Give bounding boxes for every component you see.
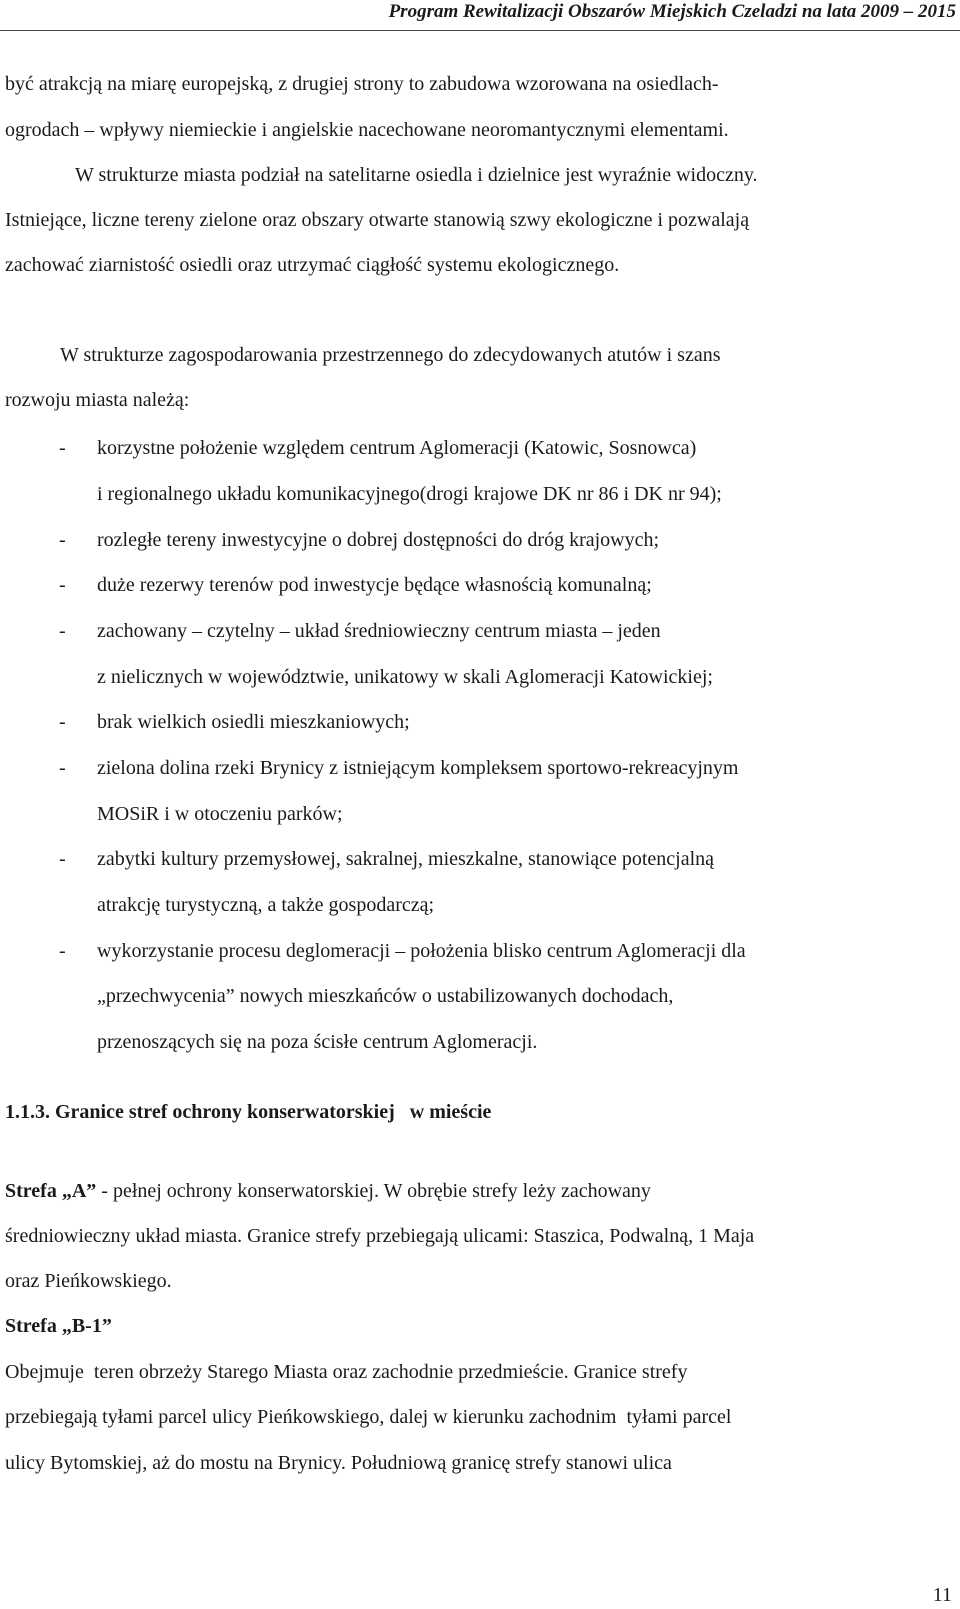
para1-line-2 — [5, 118, 955, 142]
strefa-a-line-3: oraz Pieńkowskiego. — [5, 1270, 172, 1292]
bullet-dash: - — [59, 437, 66, 459]
bullet-8-line-2: „przechwycenia” nowych mieszkańców o ustabilizowanych dochodach, — [97, 985, 674, 1007]
strefa-a-label: Strefa „A” — [5, 1180, 97, 1202]
strefa-a-text: - pełnej ochrony konserwatorskiej. W obrębie strefy leży zachowany — [96, 1180, 651, 1202]
bullet-dash: - — [59, 711, 66, 733]
bullet-dash: - — [59, 940, 66, 962]
strefa-b1-line-1: Obejmuje teren obrzeży Starego Miasta oraz zachodnie przedmieście. Granice strefy — [5, 1361, 688, 1383]
strefa-b1-line-3: ulicy Bytomskiej, aż do mostu na Brynicy. Południową granicę strefy stanowi ulica — [5, 1452, 672, 1474]
bullet-4-line-2: z nielicznych w województwie, unikatowy w skali Aglomeracji Katowickiej; — [97, 666, 713, 688]
bullet-7-line-2: atrakcję turystyczną, a także gospodarczą; — [97, 894, 435, 916]
bullet-6-line-1: zielona dolina rzeki Brynicy z istniejącym kompleksem sportowo-rekreacyjnym — [97, 757, 739, 779]
bullet-dash: - — [59, 757, 66, 779]
para2-line-1 — [60, 343, 955, 367]
strefa-b1-line-2: przebiegają tyłami parcel ulicy Pieńkowskiego, dalej w kierunku zachodnim tyłami parcel — [5, 1406, 732, 1428]
strefa-b1-label: Strefa „B-1” — [5, 1315, 112, 1337]
section-heading: 1.1.3. Granice stref ochrony konserwatorskiej w mieście — [5, 1101, 492, 1123]
bullet-dash: - — [59, 529, 66, 551]
bullet-3-line-1: duże rezerwy terenów pod inwestycje będące własnością komunalną; — [97, 574, 652, 596]
bullet-8-line-1: wykorzystanie procesu deglomeracji – położenia blisko centrum Aglomeracji dla — [97, 940, 746, 962]
para2-line-2: rozwoju miasta należą: — [5, 389, 190, 411]
bullet-dash: - — [59, 574, 66, 596]
strefa-a-line-2: średniowieczny układ miasta. Granice strefy przebiegają ulicami: Staszica, Podwalną, 1 Maja — [5, 1225, 755, 1247]
para1-text-2: ogrodach – wpływy niemieckie i angielskie nacechowane neoromantycznymi elementami. — [5, 119, 729, 141]
bullet-1-line-2: i regionalnego układu komunikacyjnego(drogi krajowe DK nr 86 i DK nr 94); — [97, 483, 722, 505]
bullet-2-line-1: rozległe tereny inwestycyjne o dobrej dostępności do dróg krajowych; — [97, 529, 660, 551]
bullet-4-line-1: zachowany – czytelny – układ średniowieczny centrum miasta – jeden — [97, 620, 661, 642]
para1-line-1 — [5, 72, 955, 96]
para1-line-3: W strukturze miasta podział na satelitarne osiedla i dzielnice jest wyraźnie widoczny. — [75, 164, 758, 186]
strefa-a-line-1 — [5, 1179, 955, 1203]
bullet-dash: - — [59, 848, 66, 870]
bullet-dash: - — [59, 620, 66, 642]
para1-text-1: być atrakcją na miarę europejską, z drugiej strony to zabudowa wzorowana na osiedlach- — [5, 73, 719, 95]
bullet-6-line-2: MOSiR i w otoczeniu parków; — [97, 803, 343, 825]
header-rule — [0, 30, 960, 31]
para2-text-1: W strukturze zagospodarowania przestrzennego do zdecydowanych atutów i szans — [60, 344, 721, 366]
bullet-1-line-1: korzystne położenie względem centrum Aglomeracji (Katowic, Sosnowca) — [97, 437, 697, 459]
bullet-7-line-1: zabytki kultury przemysłowej, sakralnej, mieszkalne, stanowiące potencjalną — [97, 848, 715, 870]
para1-line-5: zachować ziarnistość osiedli oraz utrzymać ciągłość systemu ekologicznego. — [5, 254, 620, 276]
running-header: Program Rewitalizacji Obszarów Miejskich Czeladzi na lata 2009 – 2015 — [388, 1, 956, 22]
bullet-5-line-1: brak wielkich osiedli mieszkaniowych; — [97, 711, 410, 733]
bullet-8-line-3: przenoszących się na poza ścisłe centrum Aglomeracji. — [97, 1031, 538, 1053]
para1-line-4: Istniejące, liczne tereny zielone oraz obszary otwarte stanowią szwy ekologiczne i pozwalają — [5, 209, 750, 231]
page-number: 11 — [932, 1584, 952, 1606]
